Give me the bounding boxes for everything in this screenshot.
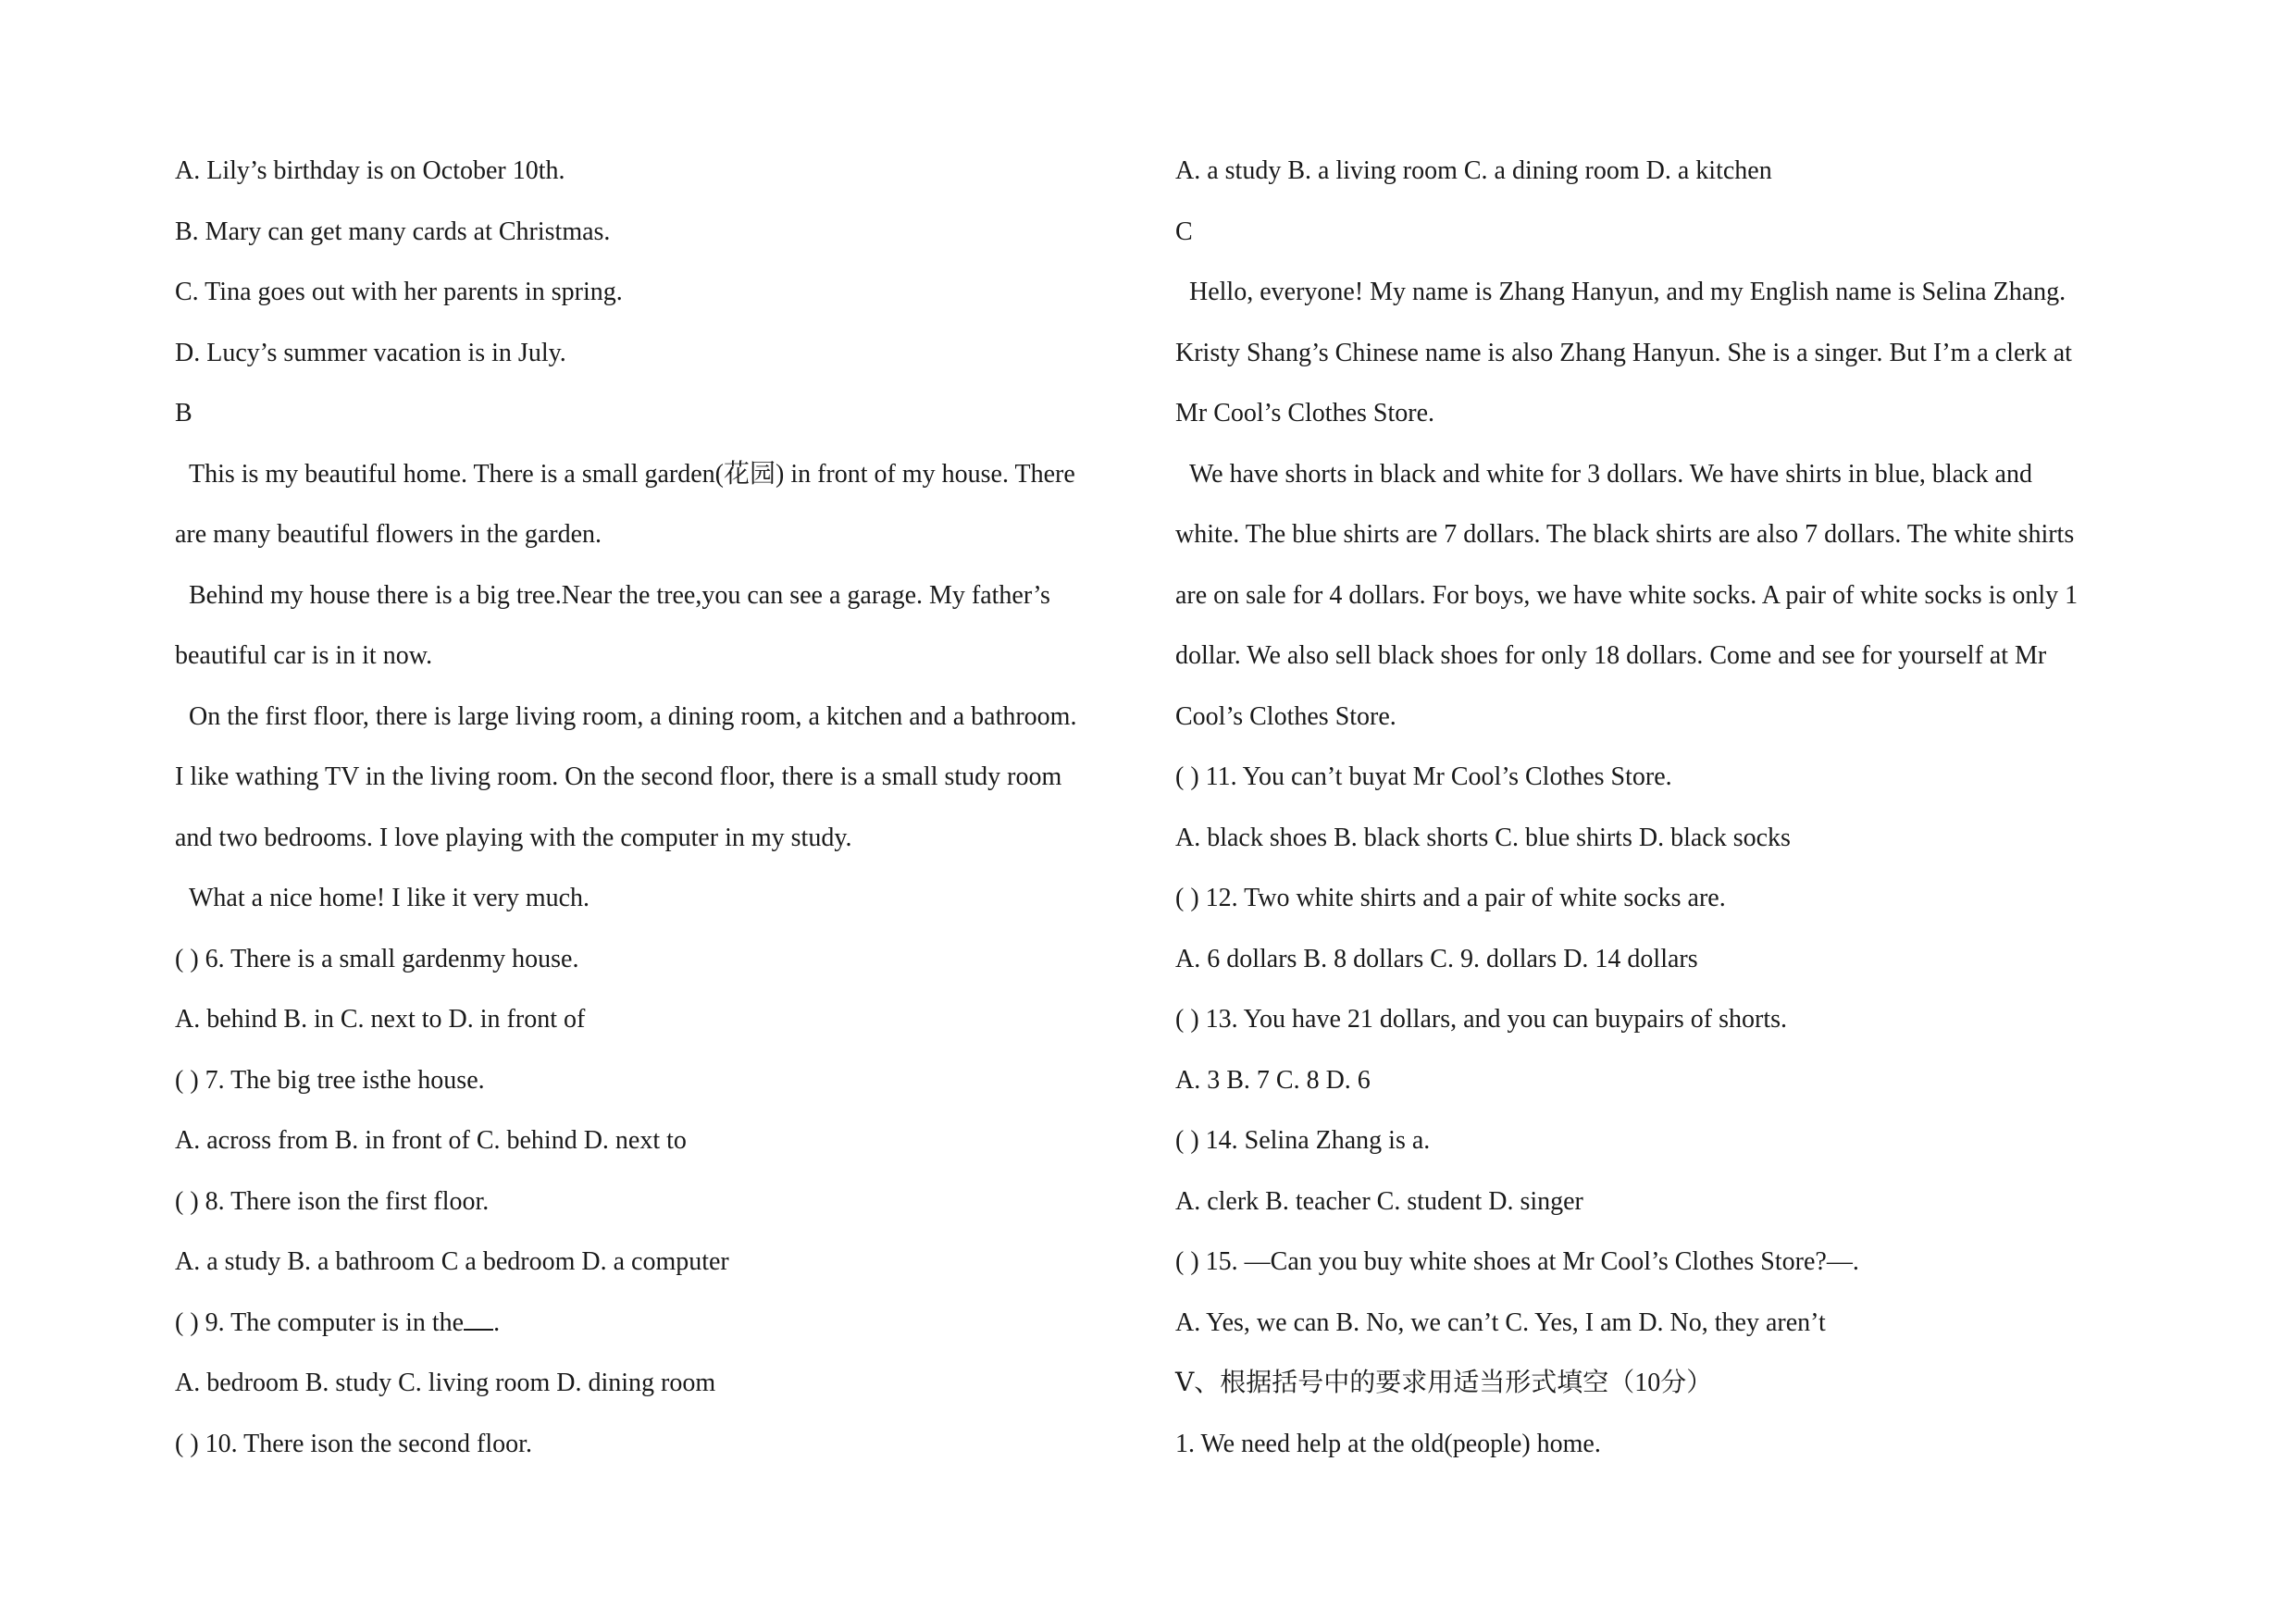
passage-line: are many beautiful flowers in the garden. bbox=[175, 520, 602, 549]
passage-line: Mr Cool’s Clothes Store. bbox=[1175, 399, 1435, 427]
question-end: . bbox=[493, 1307, 501, 1337]
passage-line: beautiful car is in it now. bbox=[175, 641, 433, 670]
passage-line: white. The blue shirts are 7 dollars. The black shirts are also 7 dollars. The white shirts bbox=[1175, 520, 2075, 549]
question-line: ( ) 10. There ison the second floor. bbox=[175, 1429, 532, 1458]
option-line: A. behind B. in C. next to D. in front of bbox=[175, 1005, 586, 1034]
option-line: A. a study B. a bathroom C a bedroom D. a computer bbox=[175, 1247, 729, 1276]
question-line bbox=[175, 1300, 1137, 1361]
passage-line: This is my beautiful home. There is a small garden(花园) in front of my house. There bbox=[189, 459, 1075, 489]
question-line: ( ) 11. You can’t buyat Mr Cool’s Clothes Store. bbox=[1175, 762, 1672, 791]
option-line: A. across from B. in front of C. behind D. next to bbox=[175, 1126, 687, 1155]
question-line: ( ) 14. Selina Zhang is a. bbox=[1175, 1126, 1431, 1155]
question-line: 1. We need help at the old(people) home. bbox=[1175, 1429, 1601, 1458]
passage-line: and two bedrooms. I love playing with the computer in my study. bbox=[175, 823, 852, 852]
option-line: A. 6 dollars B. 8 dollars C. 9. dollars D. 14 dollars bbox=[1175, 944, 1698, 973]
option-line: A. clerk B. teacher C. student D. singer bbox=[1175, 1186, 1583, 1216]
question-line: ( ) 7. The big tree isthe house. bbox=[175, 1065, 485, 1095]
right-column bbox=[1175, 148, 2142, 1481]
passage-line: On the first floor, there is large living room, a dining room, a kitchen and a bathroom. bbox=[189, 701, 1077, 731]
passage-line: Behind my house there is a big tree.Near the tree,you can see a garage. My father’s bbox=[189, 580, 1050, 610]
passage-line: I like wathing TV in the living room. On the second floor, there is a small study room bbox=[175, 762, 1062, 791]
passage-line: We have shorts in black and white for 3 dollars. We have shirts in blue, black and bbox=[1189, 459, 2032, 489]
passage-line: dollar. We also sell black shoes for only 18 dollars. Come and see for yourself at Mr bbox=[1175, 641, 2047, 670]
option-line: A. black shoes B. black shorts C. blue shirts D. black socks bbox=[1175, 823, 1791, 852]
option-line: D. Lucy’s summer vacation is in July. bbox=[175, 338, 566, 367]
passage-line: are on sale for 4 dollars. For boys, we have white socks. A pair of white socks is only 1 bbox=[1175, 580, 2079, 610]
question-line: ( ) 13. You have 21 dollars, and you can buypairs of shorts. bbox=[1175, 1005, 1788, 1034]
option-line: A. Yes, we can B. No, we can’t C. Yes, I am D. No, they aren’t bbox=[1175, 1307, 1826, 1337]
section-heading: Ⅴ、根据括号中的要求用适当形式填空（10分） bbox=[1175, 1369, 1713, 1397]
left-column bbox=[175, 148, 1137, 1481]
section-label: C bbox=[1175, 217, 1193, 246]
passage-line: Cool’s Clothes Store. bbox=[1175, 701, 1396, 731]
question-text: ( ) 9. The computer is in the bbox=[175, 1307, 465, 1337]
option-line: A. 3 B. 7 C. 8 D. 6 bbox=[1175, 1065, 1371, 1095]
option-line: A. bedroom B. study C. living room D. dining room bbox=[175, 1369, 716, 1397]
passage-line: Kristy Shang’s Chinese name is also Zhang Hanyun. She is a singer. But I’m a clerk at bbox=[1175, 338, 2072, 367]
option-line: B. Mary can get many cards at Christmas. bbox=[175, 217, 611, 246]
option-line: C. Tina goes out with her parents in spring. bbox=[175, 278, 623, 306]
question-line: ( ) 6. There is a small gardenmy house. bbox=[175, 944, 579, 973]
passage-line: What a nice home! I like it very much. bbox=[189, 884, 590, 912]
option-line: A. a study B. a living room C. a dining room D. a kitchen bbox=[1175, 156, 1772, 185]
question-line: ( ) 12. Two white shirts and a pair of white socks are. bbox=[1175, 884, 1726, 912]
option-line: A. Lily’s birthday is on October 10th. bbox=[175, 156, 565, 185]
answer-blank bbox=[464, 1307, 493, 1331]
passage-line: Hello, everyone! My name is Zhang Hanyun, and my English name is Selina Zhang. bbox=[1189, 278, 2066, 306]
question-line: ( ) 8. There ison the first floor. bbox=[175, 1186, 490, 1216]
section-label: B bbox=[175, 399, 192, 427]
question-line: ( ) 15. —Can you buy white shoes at Mr Cool’s Clothes Store?—. bbox=[1175, 1247, 1859, 1276]
